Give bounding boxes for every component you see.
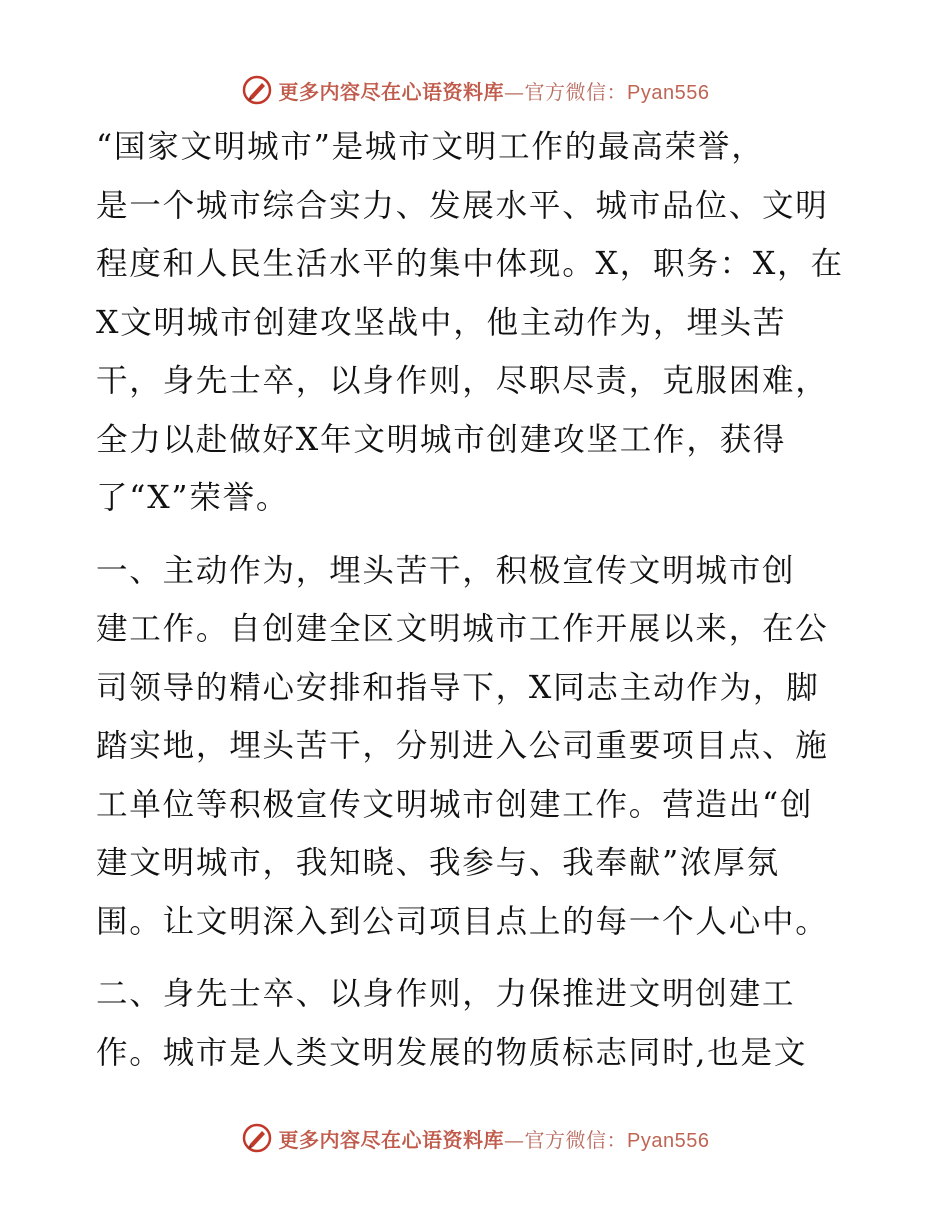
footer-banner-main: 更多内容尽在心语资料库 bbox=[278, 1127, 505, 1152]
document-body bbox=[96, 118, 856, 1082]
text-line: 一、主动作为，埋头苦干，积极宣传文明城市创 bbox=[96, 552, 796, 589]
text-line: 全力以赴做好X年文明城市创建攻坚工作，获得 bbox=[96, 421, 787, 458]
footer-banner-dash: —官方微信： bbox=[504, 1127, 628, 1152]
text-line: 作。城市是人类文明发展的物质标志同时,也是文 bbox=[96, 1034, 808, 1071]
text-line: 踏实地，埋头苦干，分别进入公司重要项目点、施 bbox=[96, 728, 829, 764]
text-line: 干，身先士卒，以身作则，尽职尽责，克服困难， bbox=[96, 363, 829, 399]
paragraph-section-2 bbox=[96, 965, 856, 1082]
header-banner-dash: —官方微信： bbox=[504, 79, 628, 104]
header-banner bbox=[0, 70, 950, 110]
text-line: 司领导的精心安排和指导下，X同志主动作为，脚 bbox=[96, 669, 820, 706]
text-line: 了“X”荣誉。 bbox=[96, 480, 290, 516]
paragraph-intro bbox=[96, 118, 856, 528]
text-line: 建文明城市，我知晓、我参与、我奉献”浓厚氛 bbox=[96, 845, 780, 881]
header-banner-id: Pyan556 bbox=[627, 81, 710, 104]
header-banner-main: 更多内容尽在心语资料库 bbox=[278, 79, 505, 104]
text-line: 建工作。自创建全区文明城市工作开展以来，在公 bbox=[96, 611, 829, 647]
text-line: 围。让文明深入到公司项目点上的每一个人心中。 bbox=[96, 903, 829, 940]
paragraph-section-1 bbox=[96, 542, 856, 952]
footer-banner bbox=[0, 1118, 950, 1158]
footer-banner-id: Pyan556 bbox=[627, 1129, 710, 1152]
header-banner-text bbox=[279, 76, 710, 105]
text-line: 是一个城市综合实力、发展水平、城市品位、文明 bbox=[96, 187, 829, 224]
text-line: X文明城市创建攻坚战中，他主动作为，埋头苦 bbox=[96, 304, 787, 341]
pen-logo-icon bbox=[241, 1122, 273, 1154]
pen-logo-icon bbox=[241, 74, 273, 106]
footer-banner-text bbox=[279, 1124, 710, 1153]
text-line: “国家文明城市”是城市文明工作的最高荣誉， bbox=[96, 129, 765, 165]
text-line: 二、身先士卒、以身作则，力保推进文明创建工 bbox=[96, 976, 796, 1012]
text-line: 工单位等积极宣传文明城市创建工作。营造出“创 bbox=[96, 786, 814, 823]
text-line: 程度和人民生活水平的集中体现。X，职务：X，在 bbox=[96, 246, 844, 282]
